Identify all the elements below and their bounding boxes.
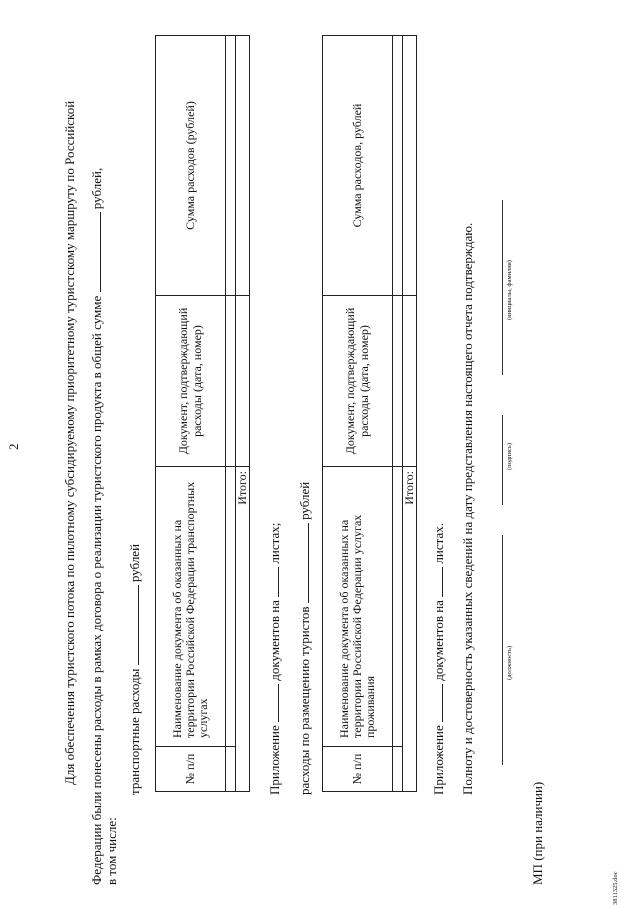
col-header-sum: Сумма расходов (рублей) bbox=[156, 36, 226, 296]
name-caption: (инициалы, фамилия) bbox=[506, 260, 513, 320]
total-cell[interactable] bbox=[236, 36, 250, 296]
lodging-label: расходы по размещению туристов bbox=[297, 606, 312, 795]
cell[interactable] bbox=[393, 467, 403, 747]
intro-line-2 bbox=[88, 168, 105, 885]
total-label: Итого: bbox=[236, 467, 250, 792]
transport-appendix-line bbox=[266, 523, 283, 795]
doc-count-field[interactable] bbox=[266, 684, 279, 722]
intro-line-2-unit: рублей, bbox=[89, 167, 104, 210]
appendix-sheets-label: листах; bbox=[267, 522, 282, 564]
col-header-confirm-doc: Документ, подтверждающий расходы (дата, номер) bbox=[156, 296, 226, 467]
signature-line[interactable] bbox=[502, 415, 503, 505]
transport-label: транспортные расходы bbox=[127, 668, 142, 795]
table-row[interactable] bbox=[393, 36, 403, 792]
table-total-row bbox=[236, 36, 250, 792]
transport-sum-field[interactable] bbox=[126, 585, 139, 665]
cell[interactable] bbox=[393, 36, 403, 296]
lodging-sum-field[interactable] bbox=[296, 523, 309, 603]
appendix-label: Приложение bbox=[267, 725, 282, 795]
total-cell[interactable] bbox=[403, 36, 417, 296]
intro-line-2-text: Федерации были понесены расходы в рамках договора о реализации туристского продукта в общей сумме bbox=[89, 295, 104, 885]
cell[interactable] bbox=[226, 36, 236, 296]
doc-count-field[interactable] bbox=[430, 684, 443, 722]
table-header-row bbox=[323, 36, 393, 792]
page-number: 2 bbox=[6, 443, 21, 450]
col-header-doc-name: Наименование документа об оказанных на территории Российской Федерации транспортных услугах bbox=[156, 467, 226, 747]
lodging-unit: рублей bbox=[297, 481, 312, 520]
document-id: 3811325.doc bbox=[612, 871, 619, 905]
col-header-confirm-doc: Документ, подтверждающий расходы (дата, номер) bbox=[323, 296, 393, 467]
col-header-number: № п/п bbox=[156, 747, 226, 792]
transport-label-line bbox=[126, 544, 143, 795]
col-header-number: № п/п bbox=[323, 747, 393, 792]
signature-caption: (подпись) bbox=[506, 443, 513, 470]
table-total-row bbox=[403, 36, 417, 792]
total-cell[interactable] bbox=[236, 296, 250, 467]
appendix-docs-label: документов на bbox=[267, 600, 282, 681]
total-label: Итого: bbox=[403, 467, 417, 792]
cell[interactable] bbox=[226, 296, 236, 467]
transport-table bbox=[155, 35, 250, 792]
stamp-label: МП (при наличии) bbox=[530, 781, 545, 885]
name-line[interactable] bbox=[502, 200, 503, 375]
intro-line-3: в том числе: bbox=[104, 817, 119, 885]
cell[interactable] bbox=[393, 747, 403, 792]
total-cell[interactable] bbox=[403, 296, 417, 467]
appendix-sheets-label: листах. bbox=[431, 522, 446, 564]
lodging-label-line bbox=[296, 482, 313, 795]
appendix-label: Приложение bbox=[431, 725, 446, 795]
intro-line-1: Для обеспечения туристского потока по пилотному субсидируемому приоритетному туристскому маршруту по Российской bbox=[62, 100, 77, 785]
table-header-row bbox=[156, 36, 226, 792]
sheet-count-field[interactable] bbox=[266, 567, 279, 597]
col-header-sum: Сумма расходов, рублей bbox=[323, 36, 393, 296]
table-row[interactable] bbox=[226, 36, 236, 792]
cell[interactable] bbox=[226, 747, 236, 792]
position-line[interactable] bbox=[502, 535, 503, 765]
confirmation-text: Полноту и достоверность указанных сведений на дату представления настоящего отчета подтверждаю. bbox=[460, 222, 475, 795]
position-caption: (должность) bbox=[506, 645, 513, 680]
col-header-doc-name: Наименование документа об оказанных на территории Российской Федерации услугах проживания bbox=[323, 467, 393, 747]
transport-unit: рублей bbox=[127, 543, 142, 583]
sheet-count-field[interactable] bbox=[430, 567, 443, 597]
cell[interactable] bbox=[393, 296, 403, 467]
cell[interactable] bbox=[226, 467, 236, 747]
lodging-table bbox=[322, 35, 417, 792]
lodging-appendix-line bbox=[430, 523, 447, 795]
total-sum-field[interactable] bbox=[88, 212, 101, 292]
appendix-docs-label: документов на bbox=[431, 600, 446, 681]
